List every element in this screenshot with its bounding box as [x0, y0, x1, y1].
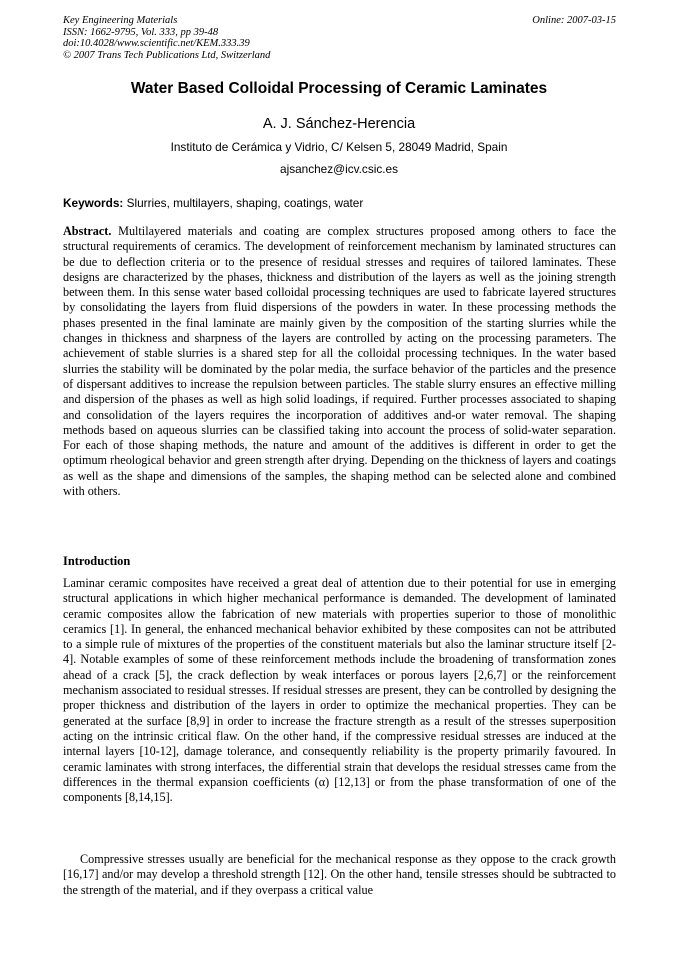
keywords-label: Keywords: — [63, 196, 124, 210]
introduction-paragraph-1: Laminar ceramic composites have received a great deal of attention due to their potential for use in emerging structural applications in which higher mechanical performance is demanded. The development of laminated ceramic composites allow the fabrication of new materials with properties superior to those of monolithic ceramics [1]. In general, the enhanced mechanical behavior exhibited by these composites can not be attributed to a simple rule of mixtures of the properties of the constituent materials but also the laminar structure itself [2-4]. Notable examples of some of these reinforcement methods include the broadening of transformation zones ahead of a crack [5], the crack deflection by weak interfaces or porous layers [2,6,7] or the reinforcement mechanism associated to residual stresses. If residual stresses are present, they can be controlled by designing the proper thickness and distribution of the layers in order to optimize the mechanical properties. They can be generated at the surface [8,9] in order to increase the fracture strength as a result of the stresses superposition acting on the intrinsic critical flaw. On the other hand, if the compressive residual stresses are induced at the internal layers [10-12], damage tolerance, and consequently reliability is the property primarily favoured. In ceramic laminates with strong interfaces, the differential strain that develops the residual stresses came from the differences in the thermal expansion coefficients (α) [12,13] or from the phase transformation of one of the components [8,14,15]. — [63, 576, 617, 805]
issn-line: ISSN: 1662-9795, Vol. 333, pp 39-48 — [63, 26, 219, 38]
journal-name: Key Engineering Materials — [63, 15, 178, 26]
copyright-line: © 2007 Trans Tech Publications Ltd, Switzerland — [63, 49, 271, 61]
doi-line: doi:10.4028/www.scientific.net/KEM.333.39 — [63, 38, 250, 49]
author-name: A. J. Sánchez-Herencia — [262, 116, 416, 132]
author-affiliation: Instituto de Cerámica y Vidrio, C/ Kelsen 5, 28049 Madrid, Spain — [170, 140, 508, 154]
introduction-heading: Introduction — [63, 554, 131, 568]
keywords-text: Slurries, multilayers, shaping, coatings, water — [126, 196, 364, 210]
paper-title: Water Based Colloidal Processing of Ceramic Laminates — [130, 80, 548, 97]
introduction-paragraph-2: Compressive stresses usually are beneficial for the mechanical response as they oppose to the crack growth [16,17] and/or may develop a threshold strength [12]. On the other hand, tensile stresses should be subtracted to the strength of the material, and if they overpass a critical value — [63, 852, 616, 897]
abstract-paragraph — [63, 224, 616, 499]
keywords-line — [63, 196, 616, 210]
author-email: ajsanchez@icv.csic.es — [280, 162, 398, 176]
online-date: Online: 2007-03-15 — [532, 15, 616, 26]
abstract-text: Multilayered materials and coating are complex structures proposed among others to face the structural requirements of ceramics. The development of reinforcement mechanism by laminated structures can be due to deflection criteria or to the presence of residual stresses and requires of tailored laminates. These designs are characterized by the phases, thickness and distribution of the layers as well as the joining strength between them. In this sense water based colloidal processing techniques are used to fabricate layered structures by consolidating the layers from fluid dispersions of the powders in water. In these processing methods the phases presented in the final laminate are mainly given by the composition of the starting slurries while the changes in thickness and sharpness of the layers are controlled by acting on the processing parameters. The achievement of stable slurries is a shared step for all the colloidal processing techniques. In the water based slurries the stability will be dominated by the polar media, the surface behavior of the particles and the presence of dispersant additives to increase the repulsion between particles. The stable slurry ensures an effective milling and dispersion of the phases as well as high solid loadings, if required. Further processes associated to shaping and consolidation of the layers requires the incorporation of additives and-or water removal. The shaping methods based on aqueous slurries can be classified taking into account the process of solid-water separation. For each of those shaping methods, the nature and amount of the additives is different in order to get the optimum rheological behavior and green strength after drying. Depending on the thickness of layers and coatings as well as the shape and dimensions of the samples, the shaping method can be selected alone and combined with others. — [63, 224, 617, 499]
abstract-label: Abstract. — [63, 224, 112, 238]
journal-header — [63, 15, 616, 61]
